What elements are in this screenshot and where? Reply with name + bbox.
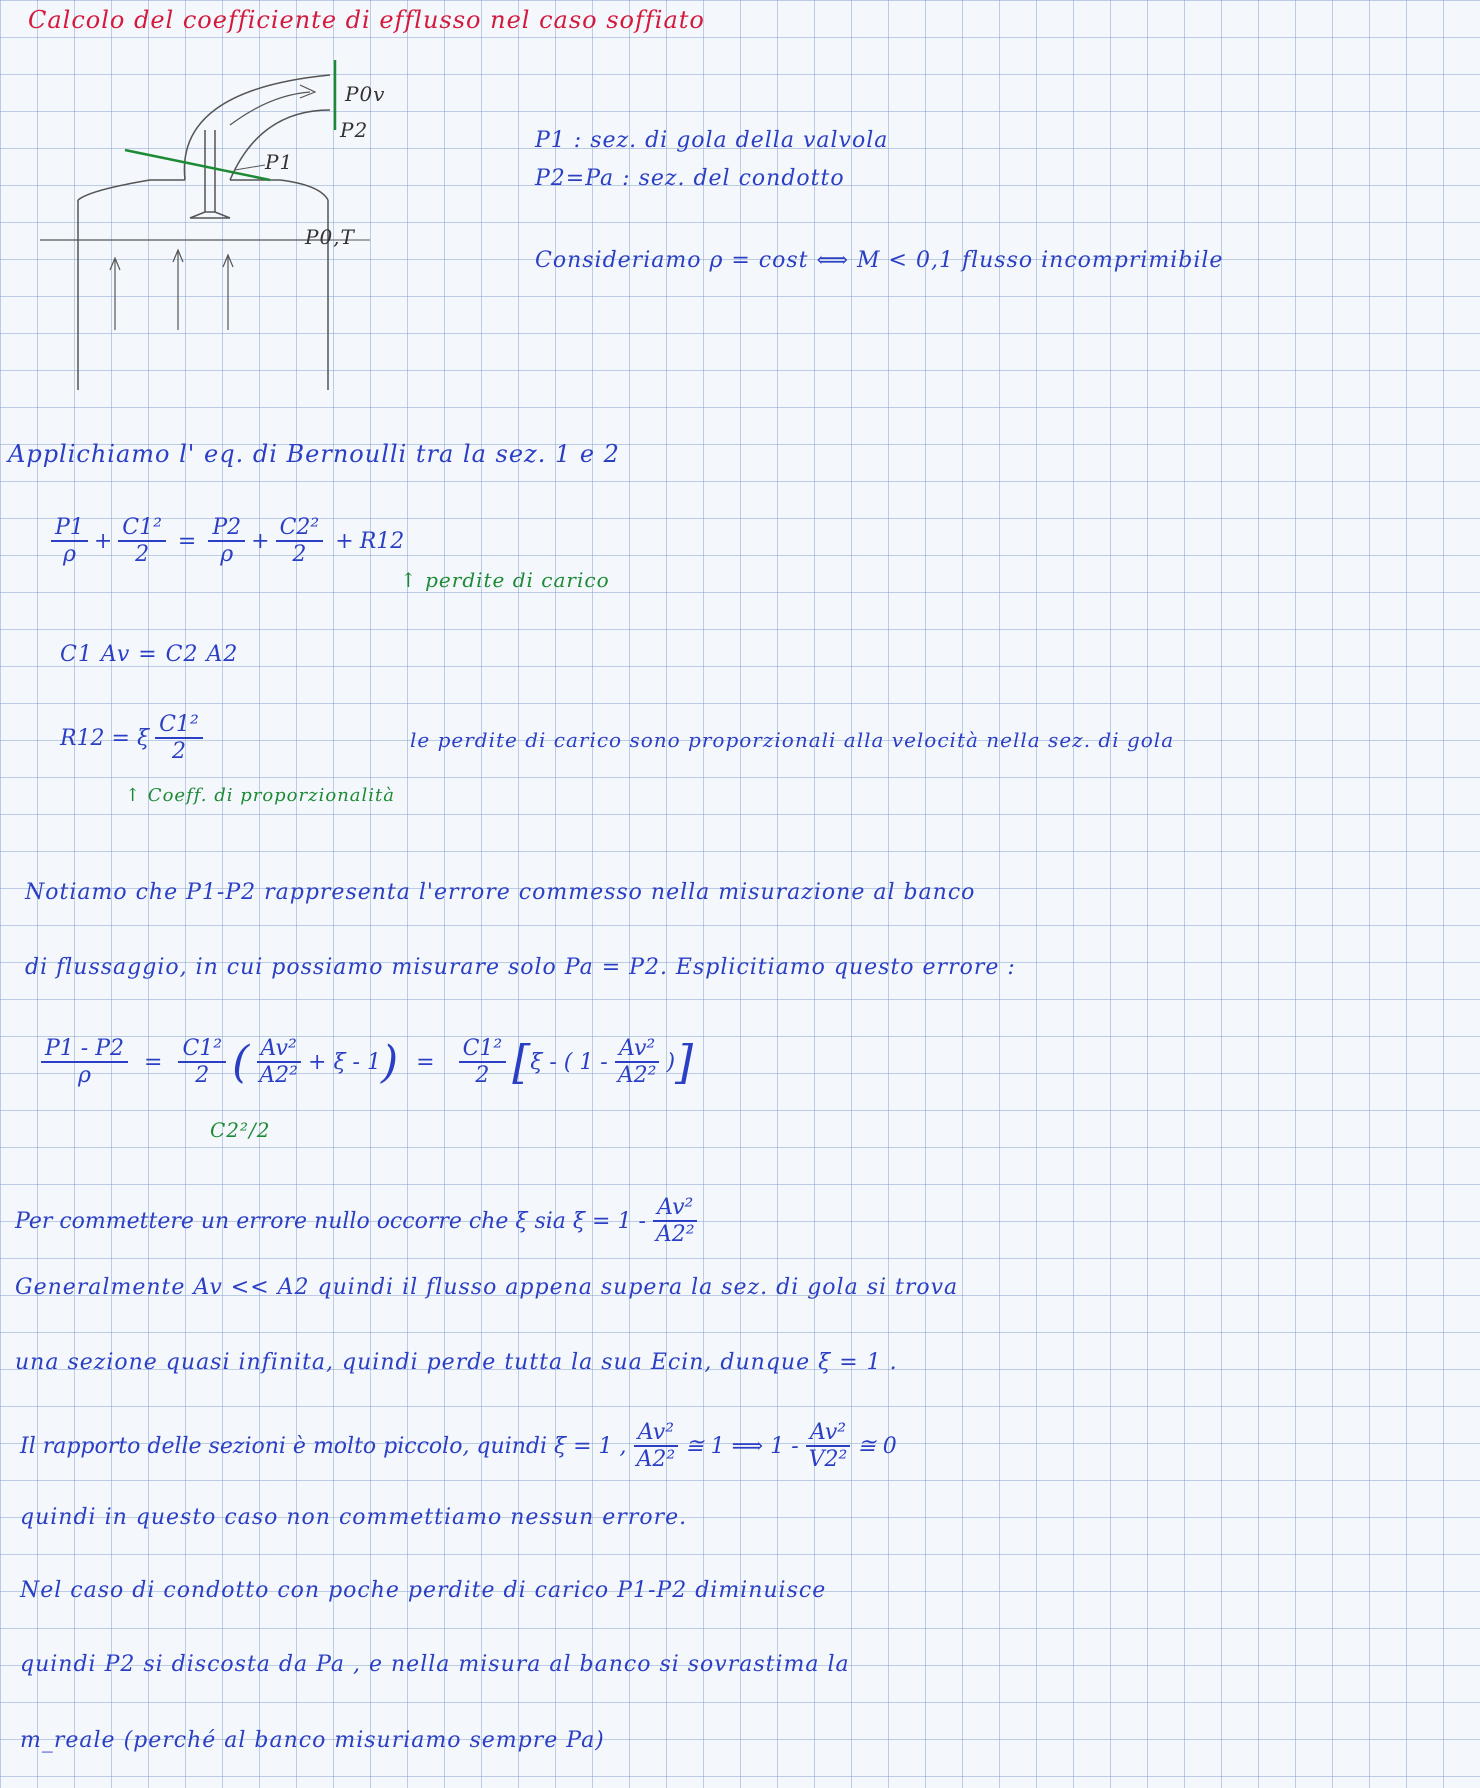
deviate-line: quindi P2 si discosta da Pa , e nella misura al banco si sovrastima la bbox=[20, 1652, 850, 1677]
eq1-plus2: + bbox=[251, 528, 270, 554]
eq2-rhs-close: ) bbox=[666, 1049, 676, 1075]
r12-lhs: R12 = ξ bbox=[60, 725, 150, 751]
eq1-rho1: ρ bbox=[62, 542, 76, 567]
eq1-equals: = bbox=[177, 528, 197, 554]
eq1-c2sq: C2² bbox=[276, 515, 324, 542]
ratio-frac-num: Av² bbox=[634, 1420, 678, 1447]
r12-den: 2 bbox=[171, 739, 186, 764]
ratio-frac2-num: Av² bbox=[806, 1420, 850, 1447]
eq1-c1sq: C1² bbox=[118, 515, 166, 542]
final-line: m_reale (perché al banco misuriamo sempre Pa) bbox=[20, 1728, 605, 1753]
eq1-p2: P2 bbox=[208, 515, 245, 542]
ratio-frac-den: A2² bbox=[636, 1447, 676, 1472]
eq1-two1: 2 bbox=[135, 542, 150, 567]
ratio-line bbox=[20, 1420, 897, 1472]
eq2-av2: Av² bbox=[257, 1036, 301, 1063]
ratio-end: ≅ 0 bbox=[857, 1433, 897, 1459]
ratio-frac2-den: V2² bbox=[808, 1447, 848, 1472]
r12-num: C1² bbox=[155, 712, 203, 739]
error-line-2: di flussaggio, in cui possiamo misurare solo Pa = P2. Esplicitiamo questo errore : bbox=[25, 955, 1016, 980]
few-losses-line: Nel caso di condotto con poche perdite di carico P1-P2 diminuisce bbox=[20, 1578, 827, 1603]
label-p0v: P0v bbox=[345, 82, 386, 106]
no-error-line: quindi in questo caso non commettiamo nessun errore. bbox=[20, 1505, 688, 1530]
eq2-mid-tail: + ξ - 1 bbox=[308, 1049, 381, 1075]
error-equation: $\frac{P1 - P2}{\rho}$ = $\frac{\text{C1²}}{2}$ ( $\frac{\text{Av²}}{\text{A2²}}$ + ξ - 1 ) = $\frac{\text{C1²}}{2}$ [ ξ - ( 1 - $\frac{\text{Av²}}{\text{A2²}}$ ) ] bbox=[35, 1035, 693, 1089]
label-p0t: P0,T bbox=[305, 225, 355, 249]
continuity-equation: C1 Av = C2 A2 bbox=[60, 642, 239, 667]
null-frac-num: Av² bbox=[653, 1195, 697, 1222]
eq2-c1sq: C1² bbox=[178, 1036, 226, 1063]
eq2-lhs-num: P1 - P2 bbox=[41, 1036, 128, 1063]
eq2-rhs-open: ξ - ( 1 - bbox=[530, 1049, 608, 1075]
eq2-av2-b: Av² bbox=[615, 1036, 659, 1063]
eq1-rho2: ρ bbox=[220, 542, 234, 567]
eq1-p1: P1 bbox=[51, 515, 88, 542]
label-p2: P2 bbox=[340, 118, 369, 142]
generally-line-1: Generalmente Av << A2 quindi il flusso appena supera la sez. di gola si trova bbox=[15, 1275, 959, 1300]
null-error-line bbox=[15, 1195, 705, 1247]
bernoulli-intro: Applichiamo l' eq. di Bernoulli tra la sez. 1 e 2 bbox=[8, 440, 620, 468]
eq1-plus3: + bbox=[335, 528, 354, 554]
ratio-text: Il rapporto delle sezioni è molto piccolo, quindi ξ = 1 , bbox=[20, 1433, 627, 1459]
error-line-1: Notiamo che P1-P2 rappresenta l'errore commesso nella misurazione al banco bbox=[25, 880, 976, 905]
null-error-text: Per commettere un errore nullo occorre che ξ sia ξ = 1 - bbox=[15, 1208, 646, 1234]
losses-explain: le perdite di carico sono proporzionali alla velocità nella sez. di gola bbox=[410, 728, 1175, 752]
null-frac-den: A2² bbox=[655, 1222, 695, 1247]
coeff-note: ↑ Coeff. di proporzionalità bbox=[125, 785, 395, 806]
eq1-two2: 2 bbox=[292, 542, 307, 567]
page-title: Calcolo del coefficiente di efflusso nel caso soffiato bbox=[28, 6, 705, 34]
valve-diagram bbox=[30, 50, 450, 390]
losses-note: ↑ perdite di carico bbox=[400, 568, 610, 592]
eq2-c1sq-b: C1² bbox=[459, 1036, 507, 1063]
assumption: Consideriamo ρ = cost ⟺ M < 0,1 flusso incomprimibile bbox=[535, 248, 1224, 273]
generally-line-2: una sezione quasi infinita, quindi perde tutta la sua Ecin, dunque ξ = 1 . bbox=[15, 1350, 898, 1375]
eq2-two-b: 2 bbox=[475, 1063, 490, 1088]
label-p1: P1 bbox=[265, 150, 294, 174]
r12-equation bbox=[60, 712, 209, 764]
bernoulli-equation bbox=[45, 515, 404, 567]
eq2-a22: A2² bbox=[259, 1063, 299, 1088]
ratio-mid: ≅ 1 ⟹ 1 - bbox=[685, 1433, 799, 1459]
p1-definition: P1 : sez. di gola della valvola bbox=[535, 128, 889, 153]
eq2-lhs-den: ρ bbox=[78, 1063, 91, 1088]
eq2-a22-b: A2² bbox=[617, 1063, 657, 1088]
eq1-r12: R12 bbox=[359, 528, 405, 554]
eq2-two: 2 bbox=[195, 1063, 210, 1088]
eq1-plus1: + bbox=[93, 528, 113, 554]
brace-note: C2²/2 bbox=[210, 1118, 271, 1142]
p2-definition: P2=Pa : sez. del condotto bbox=[535, 166, 845, 191]
